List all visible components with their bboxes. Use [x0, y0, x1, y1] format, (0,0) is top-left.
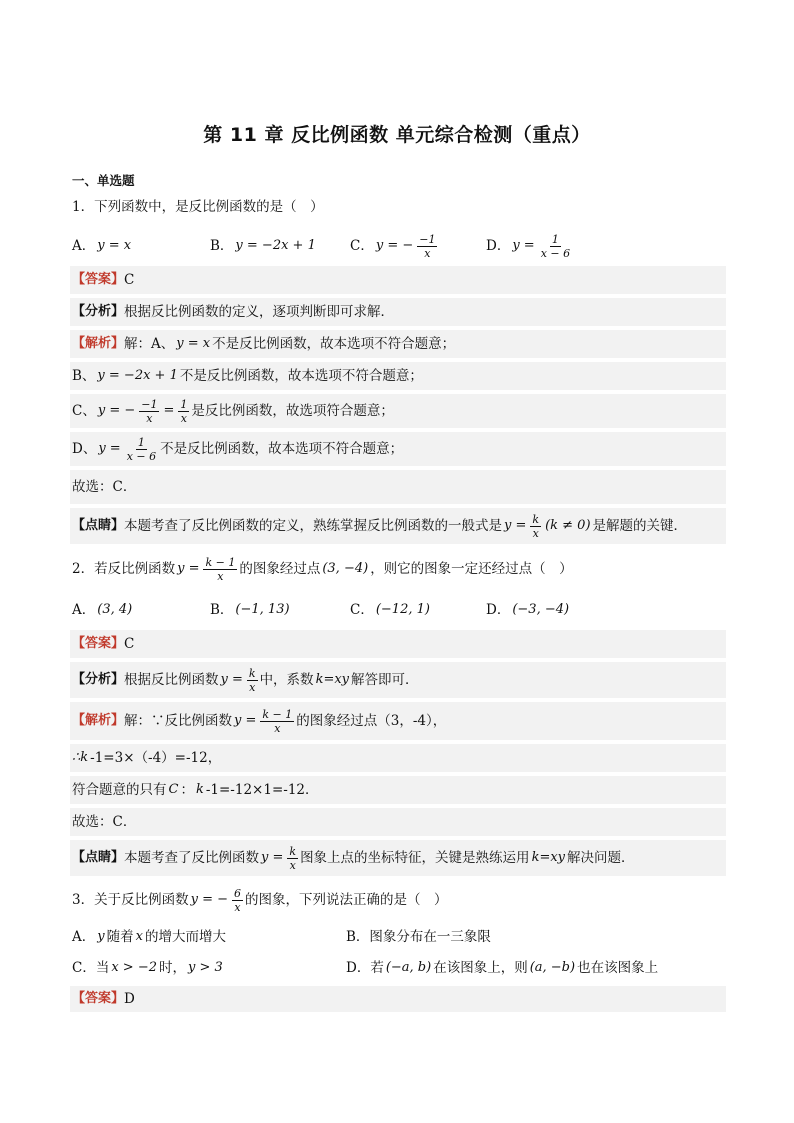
option-text: 也在该图象上	[577, 960, 659, 976]
comment-tag: 【点睛】	[72, 518, 125, 533]
solution-math: y =	[98, 441, 121, 456]
analysis-text: 解答即可．	[351, 672, 419, 688]
q3-options-row-1	[72, 924, 722, 950]
q2-stem	[72, 551, 722, 587]
fraction	[203, 556, 237, 583]
page-title: 第 11 章 反比例函数 单元综合检测（重点）	[203, 124, 591, 146]
q3-stem	[72, 882, 722, 918]
solution-math: C	[168, 782, 179, 797]
solution-text: ：	[180, 782, 194, 798]
option-math: (−12, 1)	[375, 602, 430, 617]
option-math: (3, 4)	[97, 602, 133, 617]
analysis-text: 根据反比例函数	[124, 672, 219, 688]
q2-option-c[interactable]	[350, 599, 432, 621]
fraction	[178, 398, 189, 425]
q2-analysis	[70, 662, 726, 698]
q2-option-a[interactable]	[72, 599, 134, 621]
comment-math: (k ≠ 0)	[545, 518, 591, 533]
option-label: C．当	[72, 960, 110, 976]
denominator: x	[234, 900, 241, 914]
option-math: (−1, 13)	[235, 602, 290, 617]
fraction	[260, 708, 294, 735]
numerator: 1	[551, 232, 559, 246]
answer-tag: 【答案】	[72, 272, 125, 287]
analysis-math: y =	[220, 672, 243, 687]
solution-text: D、	[72, 441, 97, 457]
option-label: D．	[486, 602, 511, 618]
denominator: x	[180, 411, 187, 425]
numerator: 1	[137, 435, 145, 449]
solution-text: C、	[72, 403, 96, 419]
q1-option-b[interactable]	[210, 235, 318, 257]
denominator: x	[217, 569, 224, 583]
comment-math: y =	[261, 850, 284, 865]
solution-math: y =	[234, 713, 257, 728]
numerator: k	[248, 666, 256, 680]
option-math: x > −2	[111, 960, 157, 975]
solution-text: -1=3×（-4）=-12，	[90, 750, 222, 766]
option-text: 时，	[159, 960, 186, 976]
fraction	[247, 667, 258, 694]
solution-text: 不是反比例函数，故本选项不符合题意；	[179, 368, 423, 384]
solution-text: -1=-12×1=-12．	[205, 782, 319, 798]
solution-text: 是反比例函数，故选项符合题意；	[191, 403, 394, 419]
fraction	[287, 845, 298, 872]
stem-text: ，则它的图象一定还经过点（ ）	[370, 561, 573, 577]
solution-tag: 【解析】	[72, 336, 125, 351]
q3-option-a[interactable]	[72, 926, 226, 948]
q3-option-d[interactable]	[346, 957, 658, 979]
numerator: −1	[141, 397, 158, 411]
stem-text: 3．关于反比例函数	[72, 892, 189, 908]
q2-choose: 故选：C．	[70, 808, 726, 836]
option-text: B．图象分布在一三象限	[346, 929, 491, 945]
solution-tag: 【解析】	[72, 713, 125, 728]
numerator: 1	[180, 397, 188, 411]
option-label: A．	[72, 238, 96, 254]
q3-option-b[interactable]	[346, 926, 491, 948]
q1-choose: 故选：C．	[70, 470, 726, 504]
option-text: 随着	[106, 929, 134, 945]
solution-text: 不是反比例函数，故本选项不符合题意；	[160, 441, 404, 457]
numerator: −1	[419, 232, 436, 246]
solution-text: 符合题意的只有	[72, 782, 167, 798]
option-math: x	[135, 929, 143, 944]
comment-text: 本题考查了反比例函数的定义，熟练掌握反比例函数的一般式是	[124, 518, 503, 534]
stem-text: 的图象，下列说法正确的是（ ）	[245, 892, 448, 908]
analysis-tag: 【分析】	[72, 672, 125, 687]
option-math: y = x	[97, 238, 132, 253]
denominator: x	[424, 246, 431, 260]
q3-option-c[interactable]	[72, 957, 225, 979]
stem-math: (3, −4)	[322, 561, 369, 576]
section-heading: 一、单选题	[72, 173, 135, 188]
q1-solution-line-1	[70, 330, 726, 358]
option-label: A．	[72, 602, 96, 618]
solution-math: y = −2x + 1	[97, 368, 178, 383]
option-math: y	[97, 929, 105, 944]
comment-text: 本题考查了反比例函数	[124, 850, 260, 866]
stem-text: 2．若反比例函数	[72, 561, 176, 577]
option-label: B．	[210, 238, 234, 254]
q2-solution-line-3	[70, 776, 726, 804]
option-label: A．	[72, 929, 96, 945]
denominator: x	[274, 721, 281, 735]
q2-options	[72, 597, 722, 623]
analysis-text: 根据反比例函数的定义，逐项判断即可求解．	[124, 304, 395, 320]
stem-text: 的图象经过点	[239, 561, 321, 577]
answer-value: D	[124, 991, 135, 1007]
q1-option-d[interactable]	[486, 233, 574, 260]
answer-value: C	[124, 636, 135, 652]
option-math: (−a, b)	[385, 960, 432, 975]
fraction	[139, 398, 159, 425]
option-text: 的增大而增大	[144, 929, 226, 945]
option-math: (a, −b)	[529, 960, 576, 975]
q1-option-a[interactable]	[72, 235, 133, 257]
solution-math: ∴k	[72, 750, 89, 765]
fraction	[232, 887, 243, 914]
solution-text: B、	[72, 368, 96, 384]
q2-solution-line-1	[70, 702, 726, 740]
q1-solution-line-2	[70, 362, 726, 390]
solution-text: 解：A、	[124, 336, 175, 352]
solution-text: 解：∵反比例函数	[124, 713, 233, 729]
option-math: y = −2x + 1	[235, 238, 316, 253]
q1-stem: 1．下列函数中，是反比例函数的是（ ）	[72, 199, 324, 215]
numerator: 6	[234, 886, 241, 900]
denominator: x	[249, 680, 256, 694]
q1-options	[72, 232, 722, 260]
q1-option-c[interactable]	[350, 233, 439, 260]
q2-solution-line-2	[70, 744, 726, 772]
solution-math: y = −	[97, 403, 136, 418]
stem-math: y = −	[190, 892, 228, 907]
solution-math: y = x	[176, 336, 211, 351]
option-math: y =	[512, 238, 535, 253]
numerator: k − 1	[205, 555, 236, 569]
q2-answer	[70, 630, 726, 658]
q1-solution-line-3	[70, 394, 726, 428]
answer-value: C	[124, 272, 135, 288]
q2-comment	[70, 840, 726, 876]
option-label: C．	[350, 602, 374, 618]
numerator: k	[532, 512, 540, 526]
option-math: y = −	[375, 238, 414, 253]
comment-math: k=xy	[531, 850, 566, 865]
comment-math: y =	[504, 518, 527, 533]
q2-option-d[interactable]	[486, 599, 571, 621]
analysis-tag: 【分析】	[72, 304, 125, 319]
comment-text: 图象上点的坐标特征，关键是熟练运用	[300, 850, 530, 866]
q3-options-row-2	[72, 955, 722, 981]
numerator: k	[289, 844, 297, 858]
analysis-math: k=xy	[315, 672, 350, 687]
solution-text: 不是反比例函数，故本选项不符合题意；	[212, 336, 456, 352]
q1-analysis	[70, 298, 726, 326]
comment-text: 是解题的关键．	[592, 518, 688, 534]
option-label: D．若	[346, 960, 384, 976]
solution-text: 的图象经过点（3，-4），	[296, 713, 447, 729]
comment-text: 解决问题．	[567, 850, 635, 866]
option-math: (−3, −4)	[512, 602, 570, 617]
denominator: x	[532, 526, 539, 540]
numerator: k − 1	[262, 707, 293, 721]
q1-answer	[70, 266, 726, 294]
denominator: x − 6	[126, 449, 157, 463]
option-math: y > 3	[188, 960, 223, 975]
option-label: C．	[350, 238, 374, 254]
q1-comment	[70, 508, 726, 544]
answer-tag: 【答案】	[72, 636, 125, 651]
fraction	[539, 233, 572, 260]
fraction	[125, 436, 158, 463]
answer-tag: 【答案】	[72, 991, 125, 1006]
q1-solution-line-4	[70, 432, 726, 466]
analysis-text: 中，系数	[259, 672, 314, 688]
q3-answer	[70, 986, 726, 1012]
option-text: 在该图象上，则	[433, 960, 528, 976]
fraction	[530, 513, 541, 540]
denominator: x − 6	[540, 246, 571, 260]
denominator: x	[146, 411, 153, 425]
denominator: x	[289, 858, 296, 872]
q2-option-b[interactable]	[210, 599, 292, 621]
comment-tag: 【点睛】	[72, 850, 125, 865]
stem-math: y =	[177, 561, 200, 576]
fraction	[417, 233, 437, 260]
option-label: B．	[210, 602, 234, 618]
solution-math: k	[195, 782, 204, 797]
option-label: D．	[486, 238, 511, 254]
equals-sign: =	[163, 403, 175, 418]
